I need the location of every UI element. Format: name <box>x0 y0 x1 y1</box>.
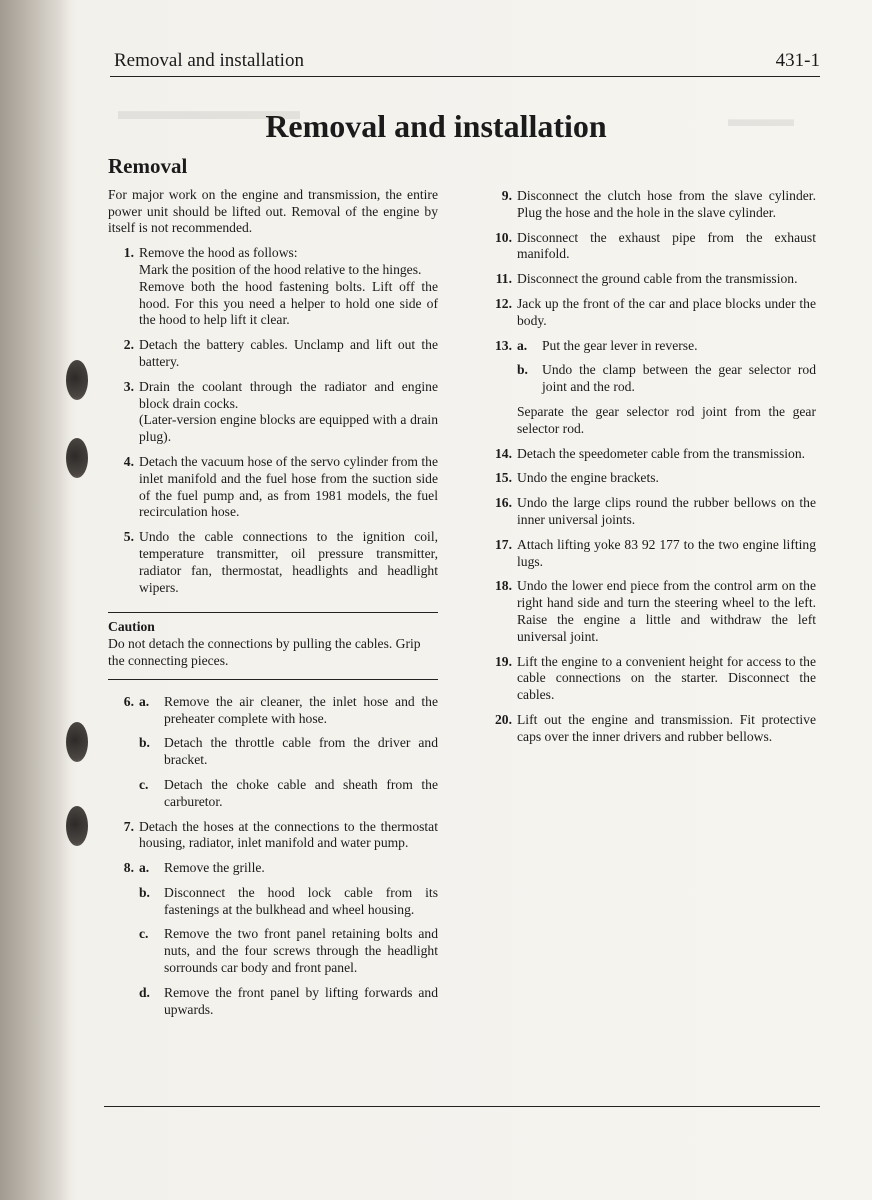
step-16 <box>486 495 816 529</box>
step-text: Undo the cable connections to the ignition coil, temperature transmitter, oil pressure transmitter, radiator fan, thermostat, headlights and headlight wipers. <box>139 529 438 595</box>
step-number: 18. <box>495 578 512 594</box>
step-number: 13. <box>495 337 512 353</box>
substep-letter: a. <box>517 337 528 353</box>
step-number: 19. <box>495 653 512 669</box>
footer-rule <box>104 1106 820 1107</box>
caution-title: Caution <box>108 619 155 635</box>
substep-text: Detach the choke cable and sheath from the carburetor. <box>164 776 438 809</box>
step-1 <box>108 245 438 329</box>
step-6c <box>108 777 438 811</box>
step-number: 15. <box>495 470 512 486</box>
step-number: 7. <box>123 818 134 834</box>
substep-letter: c. <box>139 776 149 792</box>
step-text: Detach the hoses at the connections to the thermostat housing, radiator, inlet manifold and water pump. <box>139 818 438 851</box>
substep-text: Put the gear lever in reverse. <box>542 337 698 353</box>
left-column <box>108 154 438 1026</box>
step-6a <box>108 694 438 728</box>
punch-hole <box>66 722 88 762</box>
substep-text: Disconnect the hood lock cable from its fastenings at the bulkhead and wheel housing. <box>164 884 438 917</box>
step-number: 17. <box>495 536 512 552</box>
substep-letter: b. <box>517 362 528 378</box>
step-20 <box>486 712 816 746</box>
substep-text: Remove the air cleaner, the inlet hose and the preheater complete with hose. <box>164 693 438 726</box>
step-5 <box>108 529 438 596</box>
step-15 <box>486 470 816 487</box>
step-number: 11. <box>495 271 512 287</box>
step-8a <box>108 860 438 877</box>
step-2 <box>108 337 438 371</box>
substep-text: Remove the grille. <box>164 860 265 876</box>
step-text: Jack up the front of the car and place blocks under the body. <box>517 295 816 328</box>
step-text: Lift the engine to a convenient height for access to the cable connections on the starter. Disconnect the cables. <box>517 653 816 703</box>
header-section-title: Removal and installation <box>114 50 304 71</box>
substep-letter: d. <box>139 984 150 1000</box>
step-text: Disconnect the clutch hose from the slave cylinder. Plug the hose and the hole in the slave cylinder. <box>517 188 816 220</box>
step-number: 6. <box>123 693 134 709</box>
page-title: Removal and installation <box>265 108 607 144</box>
step-3 <box>108 379 438 446</box>
substep-letter: a. <box>139 860 150 876</box>
step-14 <box>486 446 816 463</box>
punch-hole <box>66 806 88 846</box>
step-number: 10. <box>495 229 512 245</box>
step-text: Mark the position of the hood relative to the hinges. <box>139 261 422 277</box>
step-17 <box>486 537 816 571</box>
show-through-text: ▬▬▬▬▬▬▬ <box>118 96 300 125</box>
punch-hole <box>66 438 88 478</box>
step-text: Lift out the engine and transmission. Fit protective caps over the inner drivers and rubber bellows. <box>517 711 816 744</box>
step-10 <box>486 230 816 264</box>
step-text: Attach lifting yoke 83 92 177 to the two engine lifting lugs. <box>517 536 816 569</box>
step-number: 20. <box>495 711 512 727</box>
step-13a <box>486 338 816 355</box>
step-9 <box>486 188 816 222</box>
step-number: 1. <box>123 245 134 261</box>
right-column <box>486 188 816 754</box>
step-text: Detach the speedometer cable from the transmission. <box>517 445 806 461</box>
step-text: Undo the engine brackets. <box>517 470 659 486</box>
step-number: 8. <box>123 860 134 876</box>
step-text: Drain the coolant through the radiator and engine block drain cocks. <box>139 378 438 411</box>
substep-text: Remove the two front panel retaining bolts and nuts, and the four screws through the headlight sorrounds car body and front panel. <box>164 926 438 976</box>
substep-letter: a. <box>139 693 150 709</box>
step-text: Disconnect the ground cable from the transmission. <box>517 271 798 287</box>
step-text: Detach the battery cables. Unclamp and lift out the battery. <box>139 337 438 369</box>
step-12 <box>486 296 816 330</box>
step-number: 14. <box>495 445 512 461</box>
header-rule <box>110 76 820 77</box>
substep-text: Remove the front panel by lifting forwards and upwards. <box>164 984 438 1017</box>
step-number: 3. <box>123 378 134 394</box>
binding-shadow <box>0 0 78 1200</box>
step-18 <box>486 578 816 645</box>
step-8b <box>108 885 438 919</box>
step-13-note: Separate the gear selector rod joint from the gear selector rod. <box>517 403 816 436</box>
step-number: 9. <box>501 188 512 203</box>
step-text: Detach the vacuum hose of the servo cylinder from the inlet manifold and the fuel hose from the suction side of the fuel pump and, as from 1981 models, the fuel recirculation hose. <box>139 453 438 520</box>
section-heading-removal: Removal <box>108 154 188 178</box>
substep-letter: c. <box>139 926 149 942</box>
step-7 <box>108 819 438 853</box>
caution-box <box>108 612 438 679</box>
step-11 <box>486 271 816 288</box>
intro-paragraph: For major work on the engine and transmission, the entire power unit should be lifted out. Removal of the engine by itself is not recommended. <box>108 186 438 236</box>
show-through-text: ▬▬▬ <box>728 106 794 131</box>
step-number: 16. <box>495 495 512 511</box>
step-number: 12. <box>495 295 512 311</box>
step-number: 4. <box>123 453 134 469</box>
step-number: 2. <box>123 337 134 353</box>
step-text: (Later-version engine blocks are equipped with a drain plug). <box>139 412 438 445</box>
step-13b <box>486 362 816 396</box>
step-text: Remove the hood as follows: <box>139 245 298 261</box>
step-19 <box>486 654 816 704</box>
punch-hole <box>66 360 88 400</box>
header-page-number: 431-1 <box>775 50 820 71</box>
substep-letter: b. <box>139 735 150 751</box>
step-6b <box>108 735 438 769</box>
step-text: Undo the lower end piece from the control arm on the right hand side and turn the steering wheel to the left. Raise the engine a little and withdraw the left universal joint. <box>517 578 816 644</box>
step-8d <box>108 985 438 1019</box>
caution-text: Do not detach the connections by pulling the cables. Grip the connecting pieces. <box>108 636 421 668</box>
step-number: 5. <box>123 529 134 545</box>
step-text: Disconnect the exhaust pipe from the exhaust manifold. <box>517 229 816 262</box>
substep-text: Undo the clamp between the gear selector rod joint and the rod. <box>542 362 816 395</box>
substep-letter: b. <box>139 884 150 900</box>
step-4 <box>108 454 438 521</box>
step-text: Undo the large clips round the rubber bellows on the inner universal joints. <box>517 495 816 527</box>
substep-text: Detach the throttle cable from the driver and bracket. <box>164 735 438 768</box>
step-8c <box>108 926 438 976</box>
step-text: Remove both the hood fastening bolts. Lift off the hood. For this you need a helper to hold one side of the hood to help lift it clear. <box>139 278 438 328</box>
